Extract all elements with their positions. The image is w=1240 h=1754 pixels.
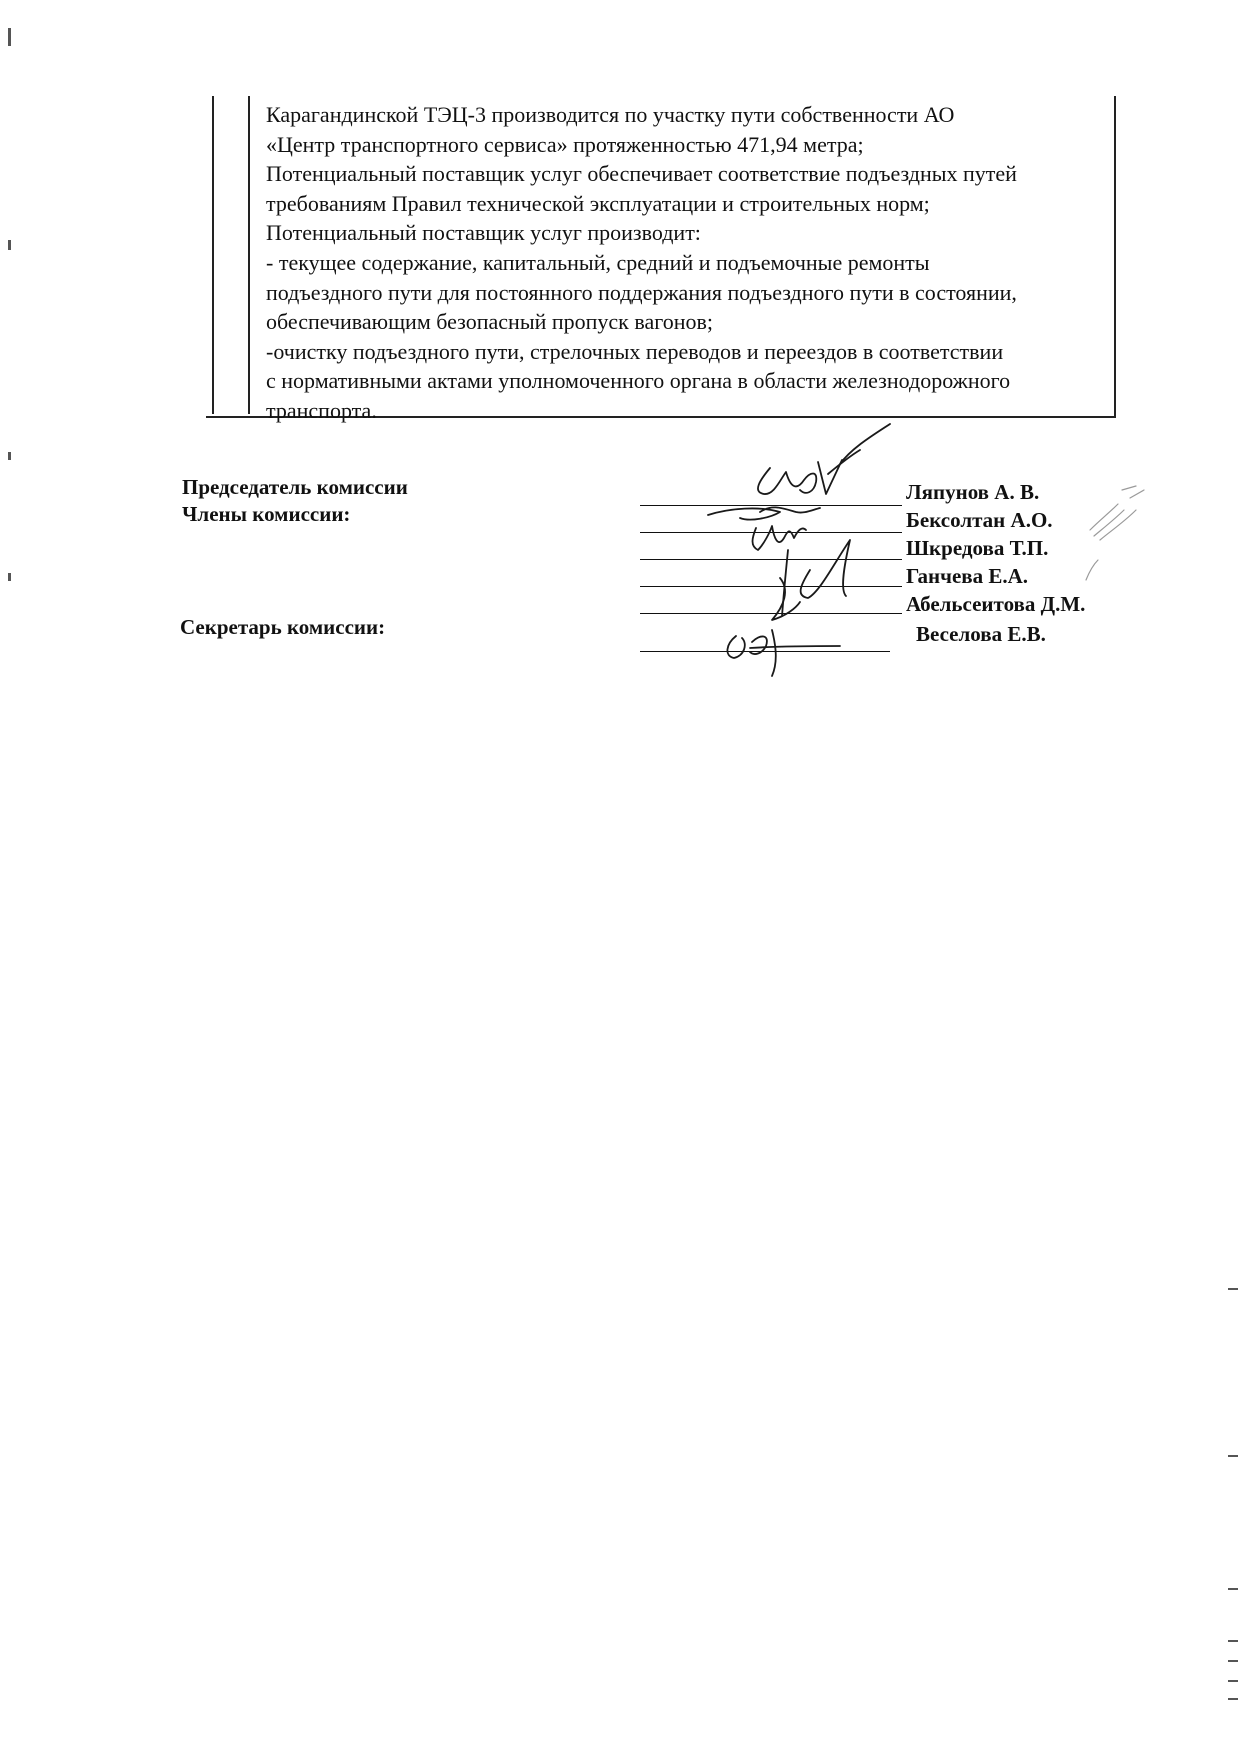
table-line: требованиям Правил технической эксплуатации и строительных норм;: [266, 190, 930, 216]
scan-mark: [8, 28, 11, 46]
member-name: Бексолтан А.О.: [906, 508, 1053, 532]
scan-mark: [8, 240, 11, 250]
secretary-label: Секретарь комиссии:: [180, 615, 386, 639]
scan-mark: [8, 452, 11, 460]
table-line: - текущее содержание, капитальный, средний и подъемочные ремонты: [266, 249, 930, 275]
table-line: обеспечивающим безопасный пропуск вагонов;: [266, 309, 713, 335]
member-name: Ганчева Е.А.: [906, 564, 1029, 588]
table-line: Потенциальный поставщик услуг обеспечивает соответствие подъездных путей: [266, 161, 1017, 187]
scan-mark: [1228, 1588, 1238, 1590]
scan-mark: [1228, 1288, 1238, 1290]
table-line: с нормативными актами уполномоченного органа в области железнодорожного: [266, 368, 1011, 394]
table-line: Потенциальный поставщик услуг производит:: [266, 220, 701, 246]
scan-mark: [1228, 1698, 1238, 1700]
table-line: -очистку подъездного пути, стрелочных переводов и переездов в соответствии: [266, 338, 1004, 364]
member-name: Ляпунов А. В.: [906, 480, 1040, 504]
member-name: Абельсеитова Д.М.: [906, 592, 1086, 616]
member-name: Шкредова Т.П.: [906, 536, 1049, 560]
scan-mark: [1228, 1680, 1238, 1682]
scan-mark: [1228, 1455, 1238, 1457]
table-left-border: [212, 96, 214, 414]
table-line: Карагандинской ТЭЦ-3 производится по участку пути собственности АО: [266, 102, 955, 127]
scan-mark: [1228, 1660, 1238, 1662]
handwritten-signatures: [700, 420, 960, 680]
members-label: Члены комиссии:: [182, 502, 351, 526]
scan-mark: [1228, 1640, 1238, 1642]
table-cell-text: [266, 100, 1116, 426]
scan-mark: [8, 573, 11, 581]
pencil-marks: [1080, 480, 1160, 590]
member-name: Веселова Е.В.: [916, 622, 1046, 646]
table-line: подъездного пути для постоянного поддержания подъездного пути в состоянии,: [266, 279, 1017, 305]
table-line: транспорта.: [266, 397, 377, 423]
table-line: «Центр транспортного сервиса» протяженностью 471,94 метра;: [266, 131, 864, 157]
chairman-label: Председатель комиссии: [182, 475, 408, 499]
table-column-divider: [248, 96, 250, 414]
